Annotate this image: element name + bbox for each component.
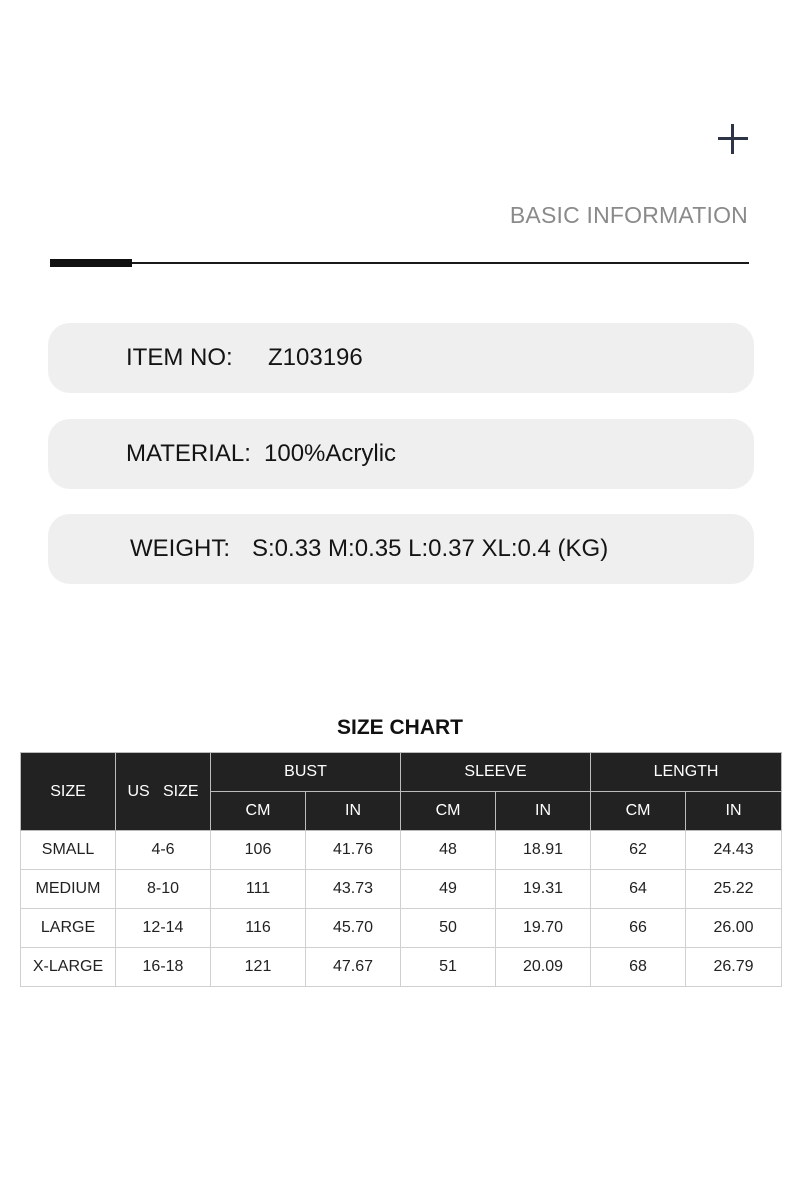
cell-sleeve-cm: 49: [401, 870, 496, 909]
divider-accent: [50, 259, 132, 267]
header-us-size: US SIZE: [116, 753, 211, 831]
header-sleeve-cm: CM: [401, 792, 496, 831]
cell-bust-in: 47.67: [306, 948, 401, 987]
cell-length-cm: 68: [591, 948, 686, 987]
header-sleeve-in: IN: [496, 792, 591, 831]
table-row: [21, 909, 782, 948]
table-row: [21, 948, 782, 987]
cell-bust-in: 43.73: [306, 870, 401, 909]
cell-length-cm: 64: [591, 870, 686, 909]
header-length-cm: CM: [591, 792, 686, 831]
cell-size: X-LARGE: [21, 948, 116, 987]
cell-length-cm: 66: [591, 909, 686, 948]
cell-bust-cm: 106: [211, 831, 306, 870]
cell-sleeve-cm: 50: [401, 909, 496, 948]
cell-size: MEDIUM: [21, 870, 116, 909]
header-bust-in: IN: [306, 792, 401, 831]
item-no-label: ITEM NO:: [126, 344, 233, 371]
cell-sleeve-in: 19.70: [496, 909, 591, 948]
cell-length-in: 25.22: [686, 870, 782, 909]
material-label: MATERIAL:: [126, 440, 251, 467]
material-box: [48, 419, 754, 489]
cell-length-in: 24.43: [686, 831, 782, 870]
weight-value: S:0.33 M:0.35 L:0.37 XL:0.4 (KG): [252, 535, 609, 562]
cell-sleeve-cm: 48: [401, 831, 496, 870]
material-value: 100%Acrylic: [264, 440, 397, 467]
cell-length-in: 26.79: [686, 948, 782, 987]
cell-sleeve-in: 18.91: [496, 831, 591, 870]
size-chart-title: SIZE CHART: [337, 716, 463, 739]
cell-bust-cm: 116: [211, 909, 306, 948]
size-chart-table: [20, 752, 782, 987]
header-length-in: IN: [686, 792, 782, 831]
plus-icon[interactable]: [716, 122, 750, 156]
cell-sleeve-in: 19.31: [496, 870, 591, 909]
cell-bust-in: 45.70: [306, 909, 401, 948]
cell-bust-in: 41.76: [306, 831, 401, 870]
cell-length-cm: 62: [591, 831, 686, 870]
cell-size: SMALL: [21, 831, 116, 870]
header-bust: BUST: [211, 753, 401, 792]
cell-length-in: 26.00: [686, 909, 782, 948]
cell-sleeve-cm: 51: [401, 948, 496, 987]
header-bust-cm: CM: [211, 792, 306, 831]
section-title: BASIC INFORMATION: [509, 202, 748, 228]
cell-bust-cm: 111: [211, 870, 306, 909]
table-row: [21, 831, 782, 870]
cell-bust-cm: 121: [211, 948, 306, 987]
cell-sleeve-in: 20.09: [496, 948, 591, 987]
item-no-value: Z103196: [268, 344, 363, 371]
header-size: SIZE: [21, 753, 116, 831]
weight-box: [48, 514, 754, 584]
weight-label: WEIGHT:: [130, 535, 230, 562]
cell-us-size: 12-14: [116, 909, 211, 948]
cell-us-size: 16-18: [116, 948, 211, 987]
cell-size: LARGE: [21, 909, 116, 948]
divider-line: [50, 262, 749, 264]
item-no-box: [48, 323, 754, 393]
cell-us-size: 4-6: [116, 831, 211, 870]
header-sleeve: SLEEVE: [401, 753, 591, 792]
table-row: [21, 870, 782, 909]
header-length: LENGTH: [591, 753, 782, 792]
cell-us-size: 8-10: [116, 870, 211, 909]
